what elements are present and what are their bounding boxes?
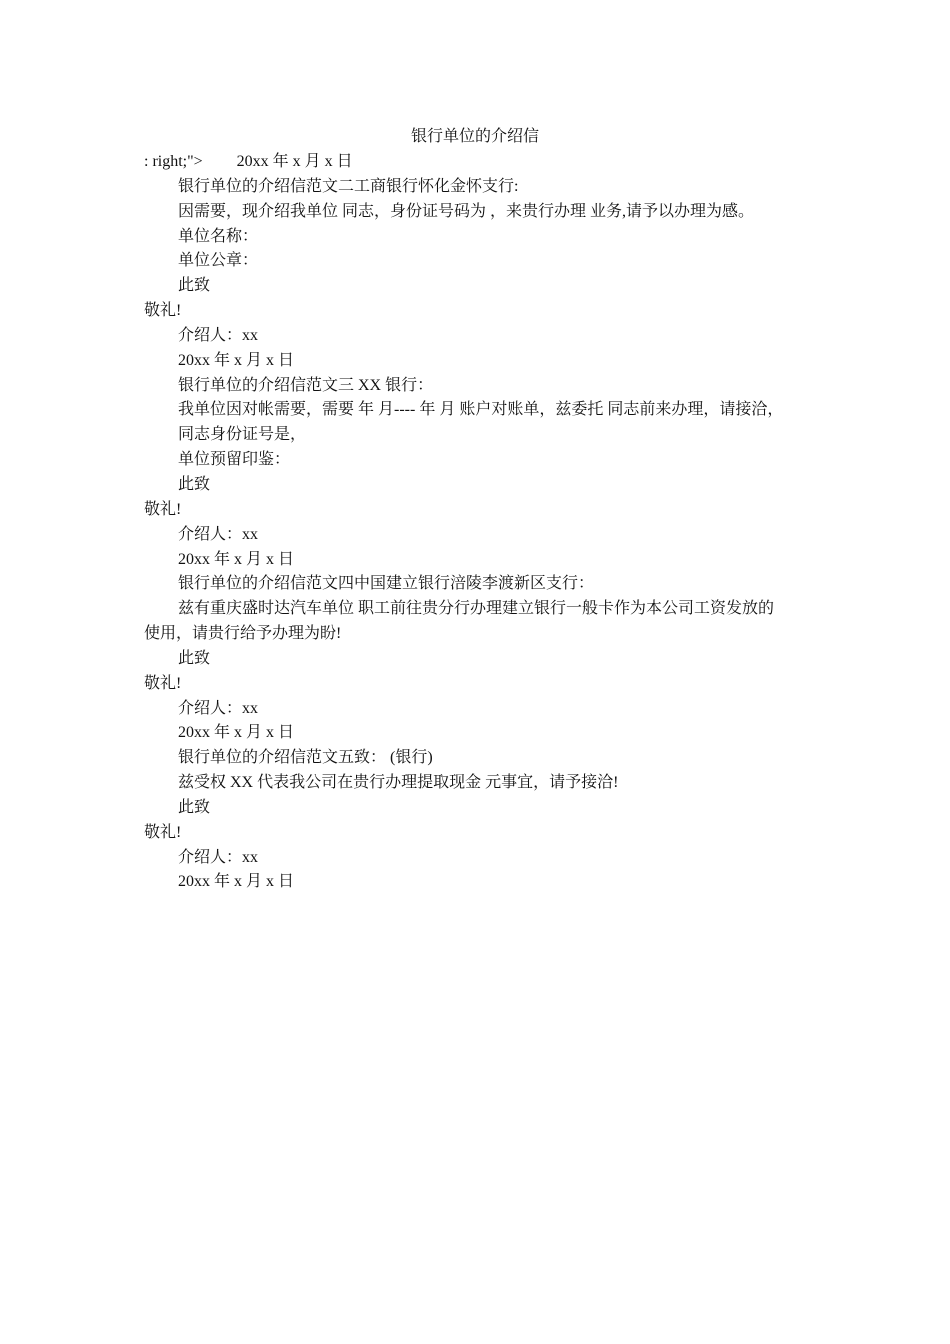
letter5-introducer: 介绍人：xx <box>178 848 259 866</box>
letter5-date: 20xx 年 x 月 x 日 <box>178 873 295 891</box>
letter4-body-cont: 使用，请贵行给予办理为盼! <box>144 625 342 643</box>
letter2-unit-seal: 单位公章： <box>178 252 259 270</box>
letter2-salute: 敬礼! <box>144 302 182 320</box>
letter3-salute: 敬礼! <box>144 500 182 518</box>
stray-markup-text: : right;"> <box>144 153 203 170</box>
letter3-body: 我单位因对帐需要，需要 年 月---- 年 月 账户对账单，兹委托 同志前来办理，请接洽， <box>178 401 784 419</box>
date-line-top <box>144 150 808 175</box>
letter3-date: 20xx 年 x 月 x 日 <box>178 550 295 568</box>
letter4-body: 兹有重庆盛时达汽车单位 职工前往贵分行办理建立银行一般卡作为本公司工资发放的 <box>178 600 775 618</box>
letter2-introducer: 介绍人：xx <box>178 326 259 344</box>
letter4-closing: 此致 <box>178 649 211 667</box>
letter4-introducer: 介绍人：xx <box>178 699 259 717</box>
letter5-body: 兹受权 XX 代表我公司在贵行办理提取现金 元事宜，请予接洽! <box>178 774 619 792</box>
document-title: 银行单位的介绍信 <box>410 128 539 145</box>
letter2-unit-name: 单位名称： <box>178 227 259 245</box>
letter5-closing: 此致 <box>178 798 211 816</box>
letter4-salute: 敬礼! <box>144 674 182 692</box>
document-body <box>144 150 808 895</box>
letter3-closing: 此致 <box>178 475 211 493</box>
letter2-heading: 银行单位的介绍信范文二工商银行怀化金怀支行: <box>178 177 519 195</box>
letter2-date: 20xx 年 x 月 x 日 <box>178 351 295 369</box>
letter3-id-line: 同志身份证号是， <box>178 426 307 444</box>
letter5-heading: 银行单位的介绍信范文五致： (银行) <box>178 749 433 767</box>
letter3-introducer: 介绍人：xx <box>178 525 259 543</box>
date-text: 20xx 年 x 月 x 日 <box>236 153 353 170</box>
letter2-body: 因需要，现介绍我单位 同志，身份证号码为 ，来贵行办理 业务,请予以办理为感。 <box>178 202 755 220</box>
letter2-closing: 此致 <box>178 277 211 295</box>
letter4-date: 20xx 年 x 月 x 日 <box>178 724 295 742</box>
letter3-heading: 银行单位的介绍信范文三 XX 银行： <box>178 376 434 394</box>
letter3-seal: 单位预留印鉴： <box>178 451 291 469</box>
letter4-heading: 银行单位的介绍信范文四中国建立银行涪陵李渡新区支行： <box>178 575 595 593</box>
letter5-salute: 敬礼! <box>144 823 182 841</box>
